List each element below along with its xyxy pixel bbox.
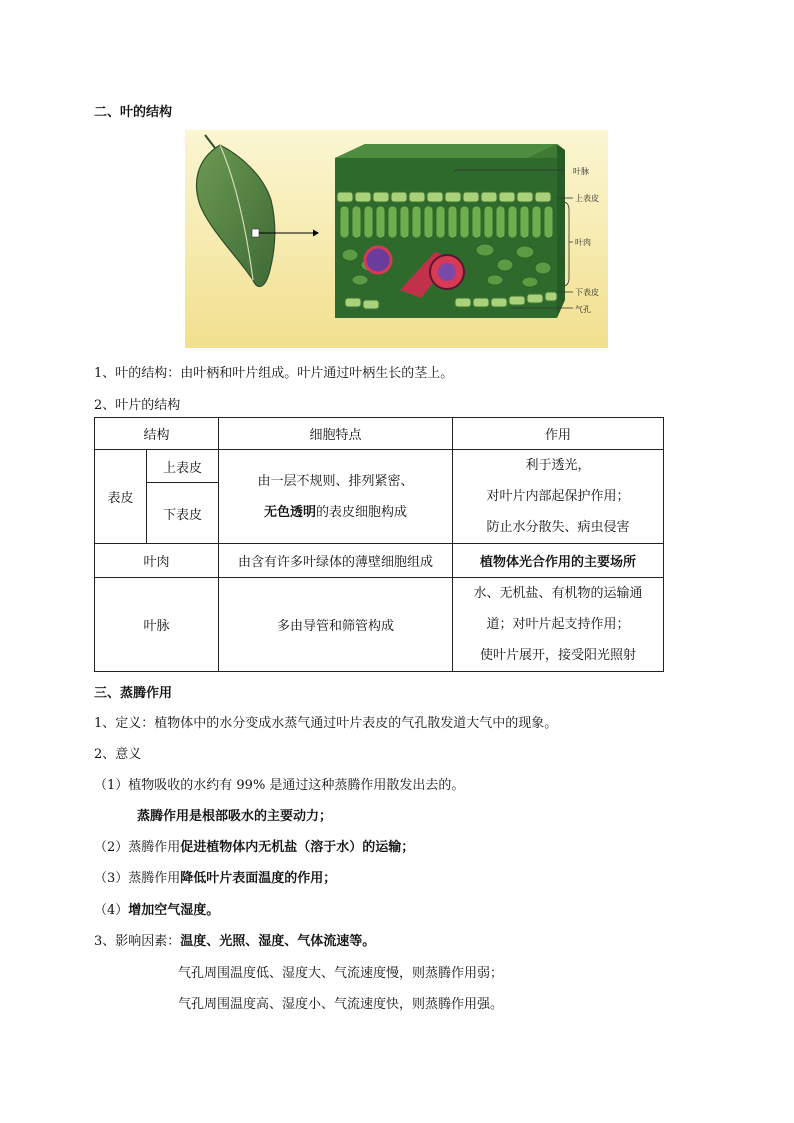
cell-mesophyll-feature: 由含有许多叶绿体的薄壁细胞组成	[219, 544, 453, 578]
cell-vein: 叶脉	[95, 578, 219, 672]
table-row-mesophyll	[95, 544, 664, 578]
blade-structure-heading: 2、叶片的结构	[94, 398, 181, 413]
leaf-structure-figure	[185, 130, 608, 348]
label-upper-epidermis: 上表皮	[575, 194, 599, 203]
factor-strong: 气孔周围温度高、湿度小、气流速度快，则蒸腾作用强。	[178, 997, 504, 1012]
label-lower-epidermis: 下表皮	[575, 288, 599, 297]
section-title-transpiration: 三、蒸腾作用	[94, 686, 173, 701]
significance-2: （2）蒸腾作用促进植物体内无机盐（溶于水）的运输；	[94, 840, 415, 855]
cell-upper-epidermis: 上表皮	[147, 450, 219, 483]
label-vein: 叶脉	[573, 167, 589, 176]
leaf-structure-text: 1、叶的结构：由叶柄和叶片组成。叶片通过叶柄生长的茎上。	[94, 366, 454, 381]
cell-epidermis-feature: 由一层不规则、排列紧密、 无色透明的表皮细胞构成	[219, 450, 453, 544]
label-stoma: 气孔	[575, 305, 591, 314]
significance-heading: 2、意义	[94, 747, 142, 762]
section-title-leaf-structure: 二、叶的结构	[94, 105, 173, 120]
cell-lower-epidermis: 下表皮	[147, 483, 219, 544]
table-row-upper-epidermis	[95, 450, 664, 483]
header-function: 作用	[453, 418, 664, 450]
transpiration-definition: 1、定义：植物体中的水分变成水蒸气通过叶片表皮的气孔散发道大气中的现象。	[94, 716, 558, 731]
leaf-blade-table	[94, 417, 664, 672]
significance-1: （1）植物吸收的水约有 99% 是通过这种蒸腾作用散发出去的。	[94, 778, 465, 793]
cell-vein-function: 水、无机盐、有机物的运输通 道；对叶片起支持作用； 使叶片展开，接受阳光照射	[453, 578, 664, 672]
significance-1-note: 蒸腾作用是根部吸水的主要动力；	[137, 809, 333, 824]
label-mesophyll: 叶肉	[575, 238, 591, 247]
factors-heading: 3、影响因素：温度、光照、湿度、气体流速等。	[94, 934, 376, 949]
cell-vein-feature: 多由导管和筛管构成	[219, 578, 453, 672]
cell-mesophyll-function: 植物体光合作用的主要场所	[453, 544, 664, 578]
cell-epidermis: 表皮	[95, 450, 147, 544]
factor-weak: 气孔周围温度低、湿度大、气流速度慢，则蒸腾作用弱；	[178, 966, 504, 981]
cell-epidermis-function: 利于透光， 对叶片内部起保护作用； 防止水分散失、病虫侵害	[453, 450, 664, 544]
table-header-row	[95, 418, 664, 450]
significance-4: （4）增加空气湿度。	[94, 903, 220, 918]
significance-3: （3）蒸腾作用降低叶片表面温度的作用；	[94, 871, 337, 886]
table-row-vein	[95, 578, 664, 672]
header-structure: 结构	[95, 418, 219, 450]
cell-mesophyll: 叶肉	[95, 544, 219, 578]
header-cell-feature: 细胞特点	[219, 418, 453, 450]
epidermis-transparent: 无色透明	[264, 504, 317, 520]
